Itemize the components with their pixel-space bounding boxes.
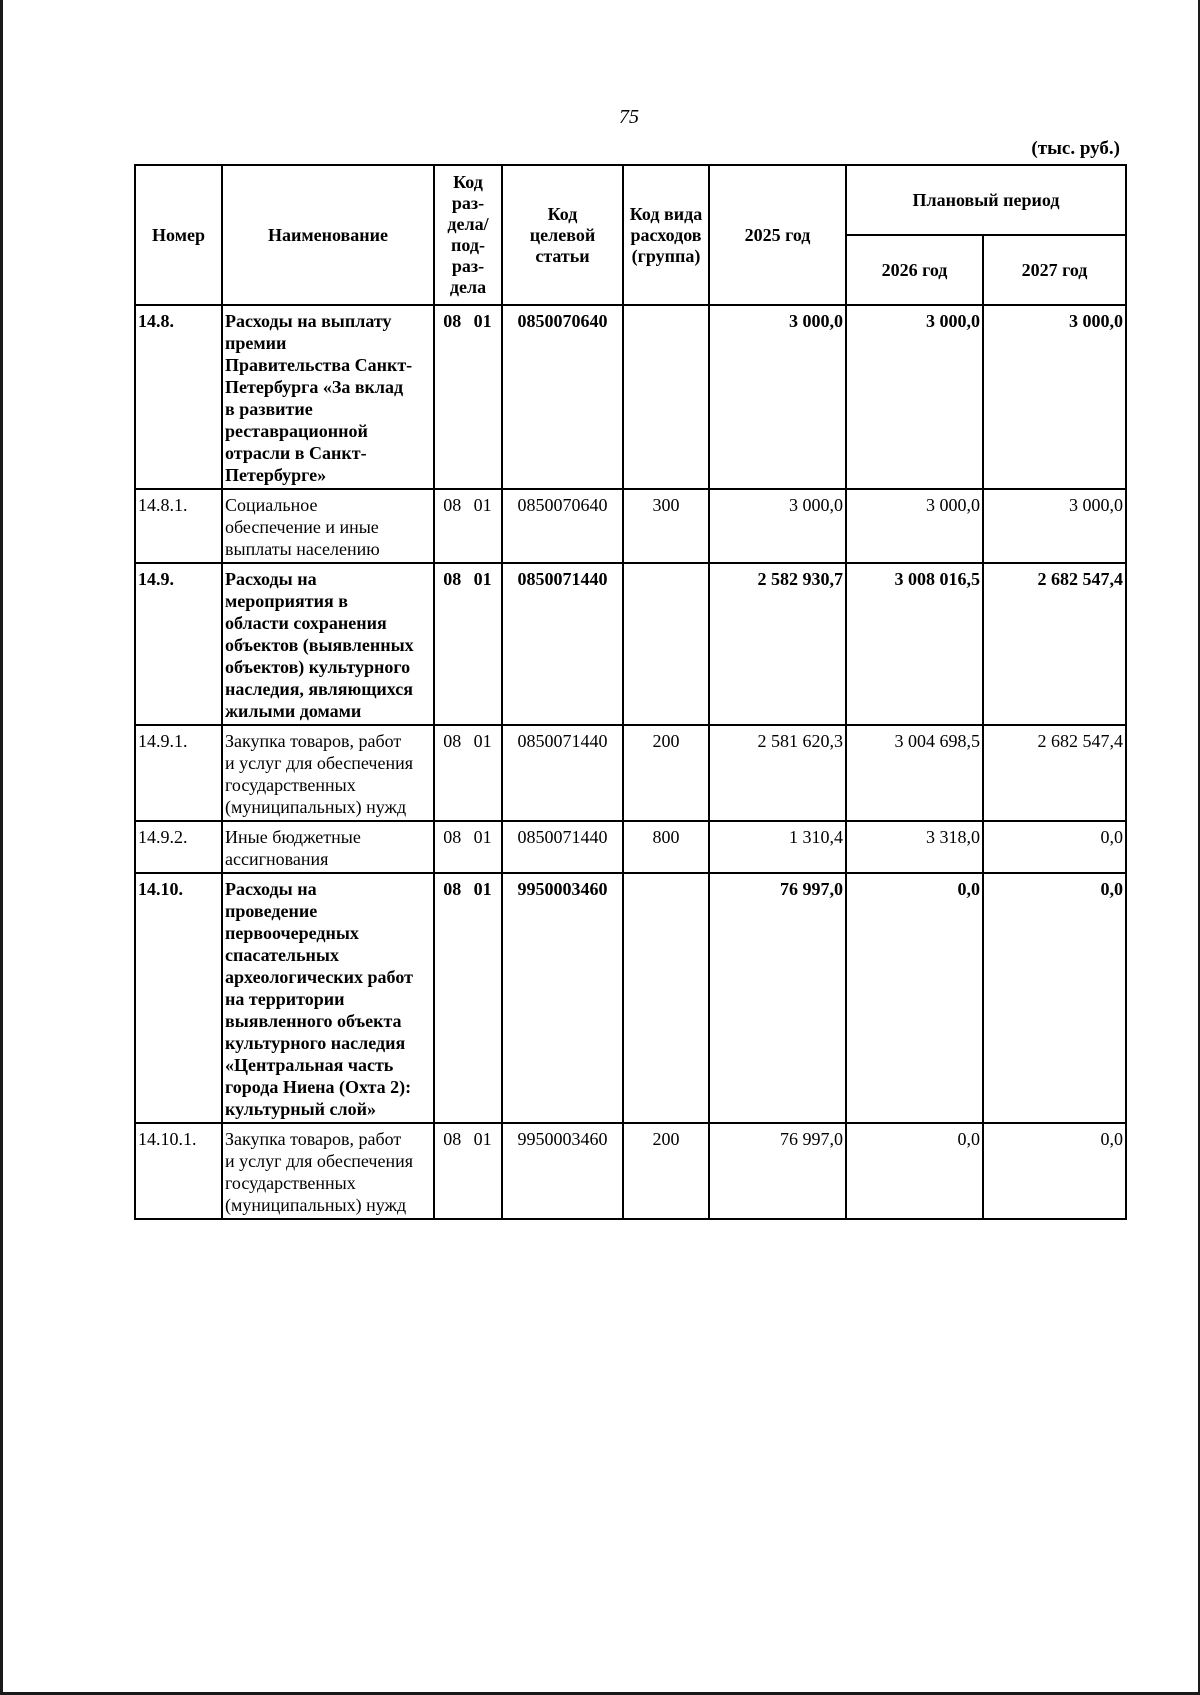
row-name-line: проведение: [225, 901, 318, 921]
row-name-line: «Центральная часть: [225, 1055, 394, 1075]
row-name-line: области сохранения: [225, 613, 387, 633]
table-row: [135, 1123, 1126, 1219]
row-section-code: [434, 1123, 502, 1219]
row-name: [222, 305, 434, 489]
row-number: 14.8.: [135, 305, 222, 489]
table-row: [135, 821, 1126, 873]
row-amount-2026: 3 008 016,5: [846, 563, 983, 725]
row-name-line: Расходы на: [225, 569, 317, 589]
table-row: [135, 725, 1126, 821]
row-amount-2026: 3 000,0: [846, 305, 983, 489]
row-expense-code: 200: [623, 1123, 709, 1219]
section-code: 08: [443, 569, 462, 589]
row-number: 14.9.1.: [135, 725, 222, 821]
row-name-line: Петербурга «За вклад: [225, 377, 404, 397]
subsection-code: 01: [473, 827, 492, 847]
row-section-code: [434, 489, 502, 563]
row-section-code: [434, 821, 502, 873]
row-name-line: выплаты населению: [225, 539, 380, 559]
header-target-article: Код целевой статьи: [502, 165, 623, 305]
row-amount-2026: 3 004 698,5: [846, 725, 983, 821]
header-section: Код раз- дела/ под- раз- дела: [434, 165, 502, 305]
subsection-code: 01: [473, 731, 492, 751]
section-code: 08: [443, 495, 462, 515]
row-name-line: первоочередных: [225, 923, 359, 943]
table-header: [135, 165, 1126, 305]
section-code: 08: [443, 879, 462, 899]
budget-table: [134, 164, 1127, 1220]
row-name-line: спасательных: [225, 945, 339, 965]
row-amount-2027: 2 682 547,4: [983, 725, 1126, 821]
row-name-line: объектов (выявленных: [225, 635, 414, 655]
section-code: 08: [443, 311, 462, 331]
row-name-line: Закупка товаров, работ: [225, 731, 402, 751]
row-section-code: [434, 305, 502, 489]
section-code: 08: [443, 827, 462, 847]
row-amount-2025: 76 997,0: [709, 873, 846, 1123]
row-name-line: государственных: [225, 775, 356, 795]
row-amount-2026: 0,0: [846, 1123, 983, 1219]
row-expense-code: [623, 873, 709, 1123]
row-name: [222, 1123, 434, 1219]
row-name: [222, 725, 434, 821]
row-name-line: на территории: [225, 989, 345, 1009]
row-name: [222, 821, 434, 873]
header-name: Наименование: [222, 165, 434, 305]
subsection-code: 01: [473, 879, 492, 899]
row-amount-2027: 3 000,0: [983, 489, 1126, 563]
row-name-line: культурный слой»: [225, 1099, 376, 1119]
row-number: 14.9.: [135, 563, 222, 725]
row-name-line: государственных: [225, 1173, 356, 1193]
row-number: 14.8.1.: [135, 489, 222, 563]
page-number: 75: [619, 106, 639, 128]
section-code: 08: [443, 731, 462, 751]
row-expense-code: 300: [623, 489, 709, 563]
header-year-2025: 2025 год: [709, 165, 846, 305]
row-name: [222, 873, 434, 1123]
row-section-code: [434, 563, 502, 725]
table-body: [135, 305, 1126, 1219]
row-name-line: Правительства Санкт-: [225, 355, 413, 375]
row-name-line: города Ниена (Охта 2):: [225, 1077, 412, 1097]
row-name-line: реставрационной: [225, 421, 368, 441]
row-name-line: культурного наследия: [225, 1033, 406, 1053]
row-name-line: (муниципальных) нужд: [225, 1195, 407, 1215]
subsection-code: 01: [473, 569, 492, 589]
row-target-code: 9950003460: [502, 1123, 623, 1219]
row-name-line: Иные бюджетные: [225, 827, 361, 847]
row-name-line: обеспечение и иные: [225, 517, 379, 537]
row-name-line: Социальное: [225, 495, 318, 515]
section-code: 08: [443, 1129, 462, 1149]
row-name-line: жилыми домами: [225, 701, 362, 721]
row-amount-2025: 76 997,0: [709, 1123, 846, 1219]
row-amount-2026: 3 318,0: [846, 821, 983, 873]
row-amount-2025: 3 000,0: [709, 489, 846, 563]
row-name: [222, 489, 434, 563]
row-expense-code: 800: [623, 821, 709, 873]
row-amount-2026: 3 000,0: [846, 489, 983, 563]
row-name-line: в развитие: [225, 399, 313, 419]
row-amount-2025: 1 310,4: [709, 821, 846, 873]
row-section-code: [434, 873, 502, 1123]
row-target-code: 9950003460: [502, 873, 623, 1123]
row-name-line: (муниципальных) нужд: [225, 797, 407, 817]
row-name-line: отрасли в Санкт-: [225, 443, 367, 463]
row-name-line: и услуг для обеспечения: [225, 1151, 414, 1171]
table-row: [135, 305, 1126, 489]
header-number: Номер: [135, 165, 222, 305]
row-amount-2027: 0,0: [983, 873, 1126, 1123]
row-number: 14.10.1.: [135, 1123, 222, 1219]
row-target-code: 0850071440: [502, 725, 623, 821]
row-name-line: мероприятия в: [225, 591, 348, 611]
row-name-line: выявленного объекта: [225, 1011, 402, 1031]
row-name-line: объектов) культурного: [225, 657, 411, 677]
row-expense-code: [623, 563, 709, 725]
header-expense-type: Код вида расходов (группа): [623, 165, 709, 305]
table-row: [135, 873, 1126, 1123]
row-name-line: ассигнования: [225, 849, 329, 869]
row-amount-2025: 2 582 930,7: [709, 563, 846, 725]
subsection-code: 01: [473, 495, 492, 515]
subsection-code: 01: [473, 311, 492, 331]
row-target-code: 0850070640: [502, 489, 623, 563]
row-amount-2025: 2 581 620,3: [709, 725, 846, 821]
row-name-line: Расходы на выплату: [225, 311, 392, 331]
units-label: (тыс. руб.): [1031, 138, 1120, 159]
header-year-2026: 2026 год: [846, 235, 983, 305]
header-planned-period: Плановый период: [846, 165, 1126, 235]
row-name: [222, 563, 434, 725]
header-year-2027: 2027 год: [983, 235, 1126, 305]
row-target-code: 0850070640: [502, 305, 623, 489]
table-row: [135, 563, 1126, 725]
row-amount-2025: 3 000,0: [709, 305, 846, 489]
subsection-code: 01: [473, 1129, 492, 1149]
page-border-left: [0, 0, 3, 1695]
row-amount-2027: 2 682 547,4: [983, 563, 1126, 725]
row-target-code: 0850071440: [502, 563, 623, 725]
row-name-line: Расходы на: [225, 879, 317, 899]
row-amount-2027: 3 000,0: [983, 305, 1126, 489]
row-name-line: археологических работ: [225, 967, 413, 987]
row-amount-2026: 0,0: [846, 873, 983, 1123]
row-name-line: премии: [225, 333, 287, 353]
row-number: 14.9.2.: [135, 821, 222, 873]
table-row: [135, 489, 1126, 563]
row-name-line: Закупка товаров, работ: [225, 1129, 402, 1149]
row-expense-code: 200: [623, 725, 709, 821]
row-amount-2027: 0,0: [983, 821, 1126, 873]
row-name-line: и услуг для обеспечения: [225, 753, 414, 773]
row-amount-2027: 0,0: [983, 1123, 1126, 1219]
row-name-line: наследия, являющихся: [225, 679, 414, 699]
row-expense-code: [623, 305, 709, 489]
row-target-code: 0850071440: [502, 821, 623, 873]
row-number: 14.10.: [135, 873, 222, 1123]
row-section-code: [434, 725, 502, 821]
row-name-line: Петербурге»: [225, 465, 327, 485]
